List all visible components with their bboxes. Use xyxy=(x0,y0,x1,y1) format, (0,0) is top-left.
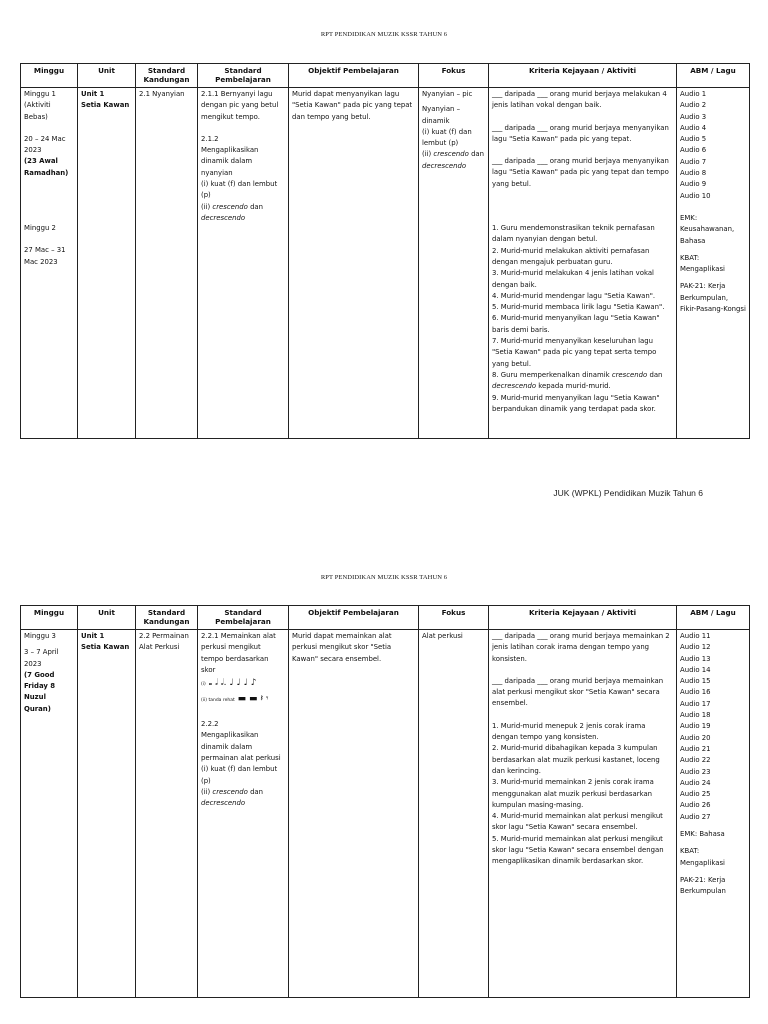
audio-item: Audio 10 xyxy=(680,191,711,200)
objektif-cell: Murid dapat menyanyikan lagu "Setia Kawan" pada pic yang tepat dan tempo yang betul. xyxy=(289,88,419,439)
audio-item: Audio 2 xyxy=(680,101,707,110)
aktiviti-item: 5. Murid-murid memainkan alat perkusi mengikut skor lagu "Setia Kawan" secara ensembel dengan mengaplikasikan dinamik berdasarkan skor. xyxy=(492,834,664,866)
emk-note: EMK: Keusahawanan, Bahasa xyxy=(680,213,735,245)
aktiviti-item: 3. Murid-murid melakukan 4 jenis latihan vokal dengan baik. xyxy=(492,269,654,289)
fokus-item: (i) kuat (f) dan lembut (p) xyxy=(422,127,472,148)
col-header-standard-kandungan: Standard Kandungan xyxy=(136,606,198,630)
unit-code: Unit 1 xyxy=(81,632,105,640)
kriteria-item: ___ daripada ___ orang murid berjaya memainkan alat perkusi mengikut skor "Setia Kawan" secara ensembel. xyxy=(492,676,664,708)
audio-item: Audio 24 xyxy=(680,778,711,787)
pak21-note: PAK-21: Kerja Berkumpulan xyxy=(680,875,726,896)
audio-item: Audio 7 xyxy=(680,157,707,166)
audio-item: Audio 8 xyxy=(680,169,707,178)
kriteria-item: ___ daripada ___ orang murid berjaya menyanyikan lagu "Setia Kawan" pada pic yang tepat dan tempo yang betul. xyxy=(492,157,669,188)
audio-item: Audio 3 xyxy=(680,112,707,121)
audio-item: Audio 21 xyxy=(680,744,711,753)
week-event: (7 Good Friday 8 Nuzul Quran) xyxy=(24,670,56,713)
kbat-note: KBAT: Mengaplikasi xyxy=(680,253,725,274)
col-header-kriteria: Kriteria Kejayaan / Aktiviti xyxy=(489,606,677,630)
rest-symbols-notation: (ii) tanda rehat ▬ ▬ 𝄽 𝄾 xyxy=(201,694,269,705)
sp-code: 2.1.2 xyxy=(201,134,219,143)
audio-item: Audio 9 xyxy=(680,180,707,189)
aktiviti-item: 1. Guru mendemonstrasikan teknik pernafasan dalam nyanyian dengan betul. xyxy=(492,224,655,244)
col-header-minggu: Minggu xyxy=(21,64,78,88)
audio-item: Audio 20 xyxy=(680,733,711,742)
unit-name: Setia Kawan xyxy=(81,101,130,110)
audio-item: Audio 22 xyxy=(680,756,711,765)
col-header-objektif: Objektif Pembelajaran xyxy=(289,64,419,88)
aktiviti-item: 8. Guru memperkenalkan dinamik crescendo dan decrescendo kepada murid-murid. xyxy=(492,370,663,391)
unit-name: Setia Kawan xyxy=(81,643,130,652)
audio-item: Audio 1 xyxy=(680,90,707,98)
audio-item: Audio 13 xyxy=(680,654,711,663)
sp-item: 2.2.1 Memainkan alat perkusi mengikut tempo berdasarkan skor xyxy=(201,632,276,674)
week-date: 27 Mac – 31 Mac 2023 xyxy=(24,246,66,266)
col-header-standard-kandungan: Standard Kandungan xyxy=(136,64,198,88)
audio-item: Audio 4 xyxy=(680,123,707,132)
unit-code: Unit 1 xyxy=(81,90,105,98)
fokus-item: (ii) crescendo dan decrescendo xyxy=(422,150,485,170)
minggu-cell xyxy=(21,88,78,439)
week-date: 3 – 7 April 2023 xyxy=(24,648,59,668)
sp-code: 2.2.2 xyxy=(201,720,219,729)
pak21-note: PAK-21: Kerja Berkumpulan, Fikir-Pasang-Kongsi xyxy=(680,282,746,314)
col-header-abm: ABM / Lagu xyxy=(677,64,750,88)
kriteria-aktiviti-cell xyxy=(489,88,677,439)
standard-pembelajaran-cell xyxy=(198,630,289,998)
week-event: (23 Awal Ramadhan) xyxy=(24,157,69,177)
fokus-item: Nyanyian – dinamik xyxy=(422,105,461,125)
audio-item: Audio 25 xyxy=(680,790,711,799)
aktiviti-item: 4. Murid-murid memainkan alat perkusi mengikut skor lagu "Setia Kawan" secara ensembel. xyxy=(492,812,663,832)
aktiviti-item: 5. Murid-murid membaca lirik lagu "Setia Kawan". xyxy=(492,303,665,312)
emk-note: EMK: Bahasa xyxy=(680,830,725,839)
kriteria-aktiviti-cell xyxy=(489,630,677,998)
week-date: 20 – 24 Mac 2023 xyxy=(24,134,66,155)
aktiviti-item: 3. Murid-murid memainkan 2 jenis corak irama menggunakan alat muzik perkusi berdasarkan kumpulan masing-masing. xyxy=(492,778,654,809)
fokus-item: Nyanyian – pic xyxy=(422,90,473,98)
week-label: Minggu 2 xyxy=(24,224,56,233)
page-footer: JUK (WPKL) Pendidikan Muzik Tahun 6 xyxy=(553,488,703,498)
page-header: RPT PENDIDIKAN MUZIK KSSR TAHUN 6 xyxy=(320,31,448,38)
week-label: Minggu 1 xyxy=(24,90,56,98)
fokus-cell xyxy=(419,88,489,439)
standard-pembelajaran-cell xyxy=(198,88,289,439)
col-header-kriteria: Kriteria Kejayaan / Aktiviti xyxy=(489,64,677,88)
minggu-cell xyxy=(21,630,78,998)
week-note: (Aktiviti Bebas) xyxy=(24,101,51,121)
rpt-table-week-3 xyxy=(20,605,750,998)
sp-subitem: (i) kuat (f) dan lembut (p) xyxy=(201,180,278,200)
objektif-cell: Murid dapat memainkan alat perkusi mengikut skor "Setia Kawan" secara ensembel. xyxy=(289,630,419,998)
aktiviti-item: 2. Murid-murid dibahagikan kepada 3 kumpulan berdasarkan alat muzik perkusi kastanet, loceng dan kerincing. xyxy=(492,744,660,775)
kbat-note: KBAT: Mengaplikasi xyxy=(680,847,725,867)
unit-cell xyxy=(78,88,136,439)
kriteria-item: ___ daripada ___ orang murid berjaya memainkan 2 jenis latihan corak irama dengan tempo yang konsisten. xyxy=(492,632,670,663)
sp-item: 2.1.1 Bernyanyi lagu dengan pic yang betul mengikut tempo. xyxy=(201,90,279,121)
audio-item: Audio 16 xyxy=(680,688,711,697)
col-header-objektif: Objektif Pembelajaran xyxy=(289,606,419,630)
audio-item: Audio 12 xyxy=(680,643,711,652)
abm-cell xyxy=(677,88,750,439)
rpt-table-week-1-2 xyxy=(20,63,750,439)
aktiviti-item: 2. Murid-murid melakukan aktiviti pernafasan dengan mengajuk perbuatan guru. xyxy=(492,246,650,266)
sp-item: Mengaplikasikan dinamik dalam nyanyian xyxy=(201,146,259,177)
col-header-minggu: Minggu xyxy=(21,606,78,630)
fokus-cell: Alat perkusi xyxy=(419,630,489,998)
audio-item: Audio 26 xyxy=(680,801,711,810)
unit-cell xyxy=(78,630,136,998)
kriteria-item: ___ daripada ___ orang murid berjaya melakukan 4 jenis latihan vokal dengan baik. xyxy=(492,90,667,110)
col-header-standard-pembelajaran: Standard Pembelajaran xyxy=(198,64,289,88)
sp-item: Mengaplikasikan dinamik dalam permainan alat perkusi xyxy=(201,731,281,763)
standard-kandungan-cell: 2.1 Nyanyian xyxy=(136,88,198,439)
aktiviti-item: 4. Murid-murid mendengar lagu "Setia Kawan". xyxy=(492,291,656,300)
audio-item: Audio 5 xyxy=(680,135,707,144)
aktiviti-item: 6. Murid-murid menyanyikan lagu "Setia Kawan" baris demi baris. xyxy=(492,314,660,334)
abm-cell xyxy=(677,630,750,998)
page-header: RPT PENDIDIKAN MUZIK KSSR TAHUN 6 xyxy=(320,574,448,581)
aktiviti-item: 7. Murid-murid menyanyikan keseluruhan lagu "Setia Kawan" pada pic yang tepat serta tempo yang betul. xyxy=(492,337,657,368)
audio-item: Audio 14 xyxy=(680,665,711,674)
col-header-fokus: Fokus xyxy=(419,606,489,630)
audio-item: Audio 11 xyxy=(680,632,711,640)
audio-item: Audio 23 xyxy=(680,767,711,776)
audio-item: Audio 18 xyxy=(680,711,711,720)
col-header-unit: Unit xyxy=(78,64,136,88)
audio-item: Audio 19 xyxy=(680,722,711,731)
sp-subitem: (ii) crescendo dan decrescendo xyxy=(201,202,264,222)
aktiviti-item: 9. Murid-murid menyanyikan lagu "Setia Kawan" berpandukan dinamik yang terdapat pada skor. xyxy=(492,393,660,413)
sp-subitem: (i) kuat (f) dan lembut (p) xyxy=(201,765,278,785)
col-header-unit: Unit xyxy=(78,606,136,630)
col-header-fokus: Fokus xyxy=(419,64,489,88)
sp-subitem: (ii) crescendo dan decrescendo xyxy=(201,787,264,808)
aktiviti-item: 1. Murid-murid menepuk 2 jenis corak irama dengan tempo yang konsisten. xyxy=(492,721,646,742)
col-header-abm: ABM / Lagu xyxy=(677,606,750,630)
audio-item: Audio 17 xyxy=(680,699,711,708)
standard-kandungan-cell: 2.2 Permainan Alat Perkusi xyxy=(136,630,198,998)
audio-item: Audio 6 xyxy=(680,146,707,155)
note-values-notation: (i) 𝅝 𝅗𝅥 𝅗𝅥. ♩ ♩ ♩ ♪ xyxy=(201,678,257,689)
week-label: Minggu 3 xyxy=(24,632,56,640)
kriteria-item: ___ daripada ___ orang murid berjaya menyanyikan lagu "Setia Kawan" pada pic yang tepat. xyxy=(492,123,669,143)
col-header-standard-pembelajaran: Standard Pembelajaran xyxy=(198,606,289,630)
audio-item: Audio 15 xyxy=(680,677,711,686)
audio-item: Audio 27 xyxy=(680,812,711,821)
